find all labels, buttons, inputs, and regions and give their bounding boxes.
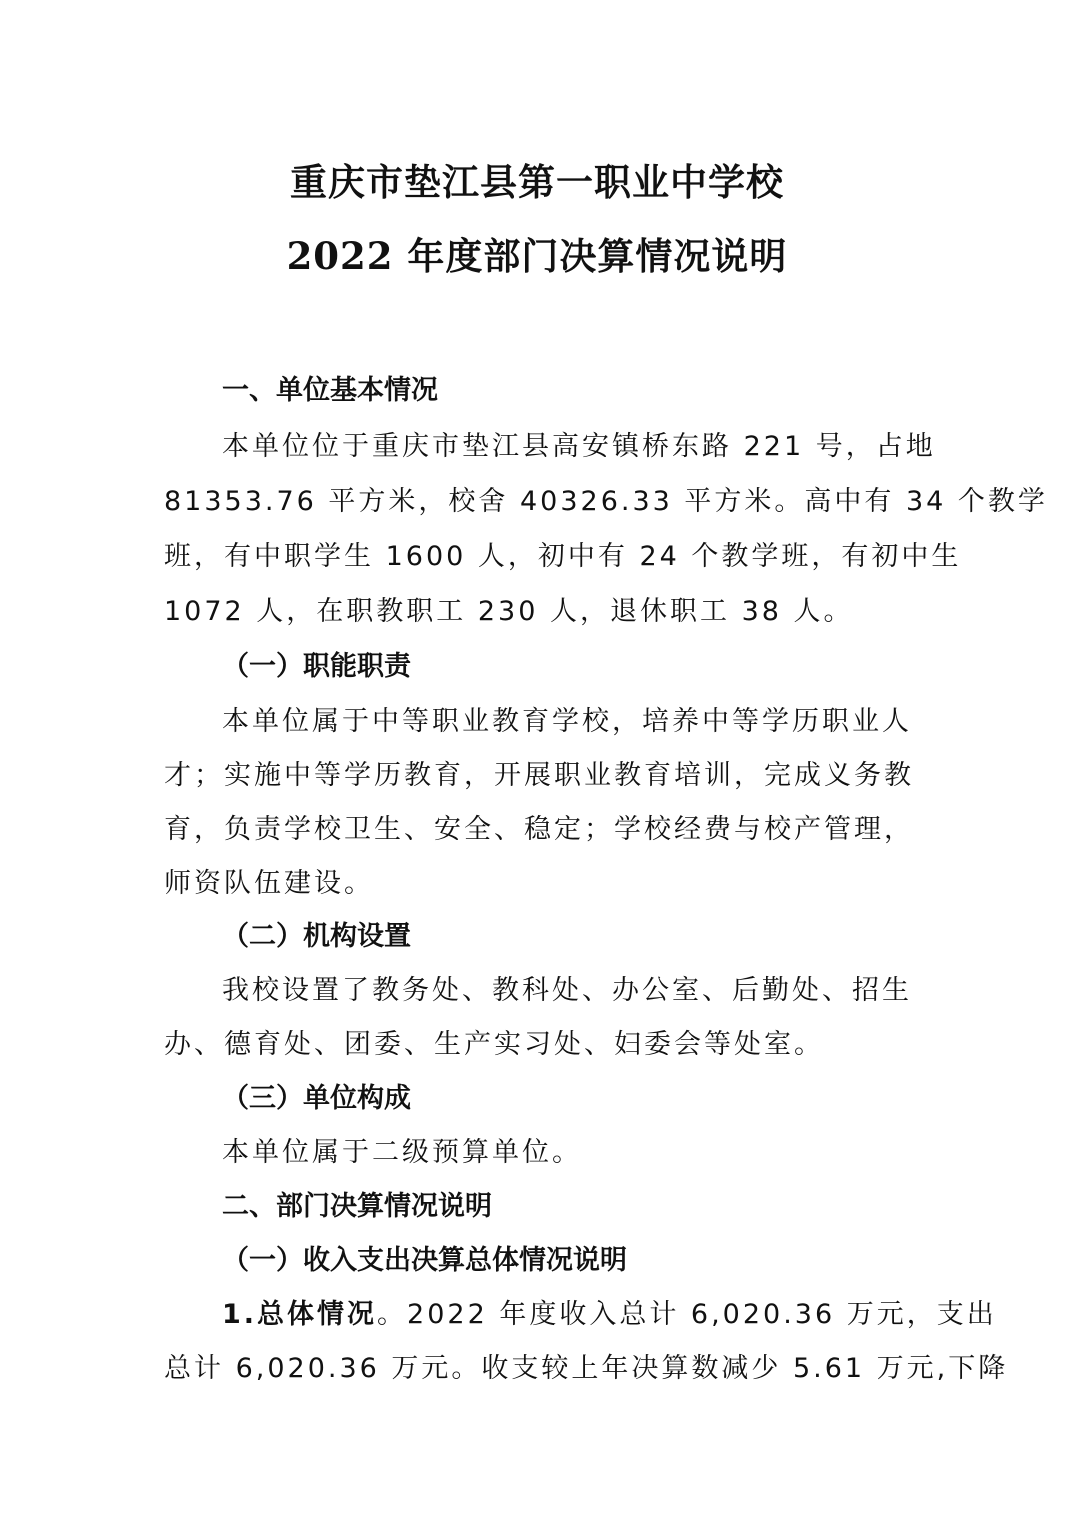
subsection-heading-composition: （三）单位构成: [222, 1083, 411, 1114]
paragraph-line: 才；实施中等学历教育，开展职业教育培训，完成义务教: [164, 760, 914, 791]
section-heading-final-accounts: 二、部门决算情况说明: [222, 1191, 492, 1222]
overall-lead-text: 1.总体情况: [222, 1299, 378, 1330]
paragraph-line: 办、德育处、团委、生产实习处、妇委会等处室。: [164, 1029, 824, 1060]
paragraph-line: 总计 6,020.36 万元。收支较上年决算数减少 5.61 万元,下降: [164, 1353, 1009, 1384]
paragraph-line: 本单位位于重庆市垫江县高安镇桥东路 221 号，占地: [222, 431, 936, 462]
section-heading-basic-info: 一、单位基本情况: [222, 375, 438, 406]
paragraph-line: 我校设置了教务处、教科处、办公室、后勤处、招生: [222, 975, 912, 1006]
subsection-heading-income-expense: （一）收入支出决算总体情况说明: [222, 1245, 627, 1276]
paragraph-line: [0, 1292, 1074, 1331]
document-title-line2: 2022 年度部门决算情况说明: [286, 234, 788, 278]
paragraph-line: 育，负责学校卫生、安全、稳定；学校经费与校产管理，: [164, 814, 914, 845]
subsection-heading-organization: （二）机构设置: [222, 921, 411, 952]
paragraph-line: 本单位属于二级预算单位。: [222, 1137, 582, 1168]
subsection-heading-functions: （一）职能职责: [222, 651, 411, 682]
overall-text: 。2022 年度收入总计 6,020.36 万元，支出: [377, 1299, 997, 1330]
paragraph-line: 81353.76 平方米，校舍 40326.33 平方米。高中有 34 个教学: [164, 486, 1048, 517]
document-title-line1: 重庆市垫江县第一职业中学校: [290, 160, 784, 204]
paragraph-line: 1072 人，在职教职工 230 人，退休职工 38 人。: [164, 596, 854, 627]
paragraph-line: 本单位属于中等职业教育学校，培养中等学历职业人: [222, 706, 912, 737]
paragraph-line: 班，有中职学生 1600 人，初中有 24 个教学班，有初中生: [164, 541, 962, 572]
paragraph-line: 师资队伍建设。: [164, 868, 374, 899]
